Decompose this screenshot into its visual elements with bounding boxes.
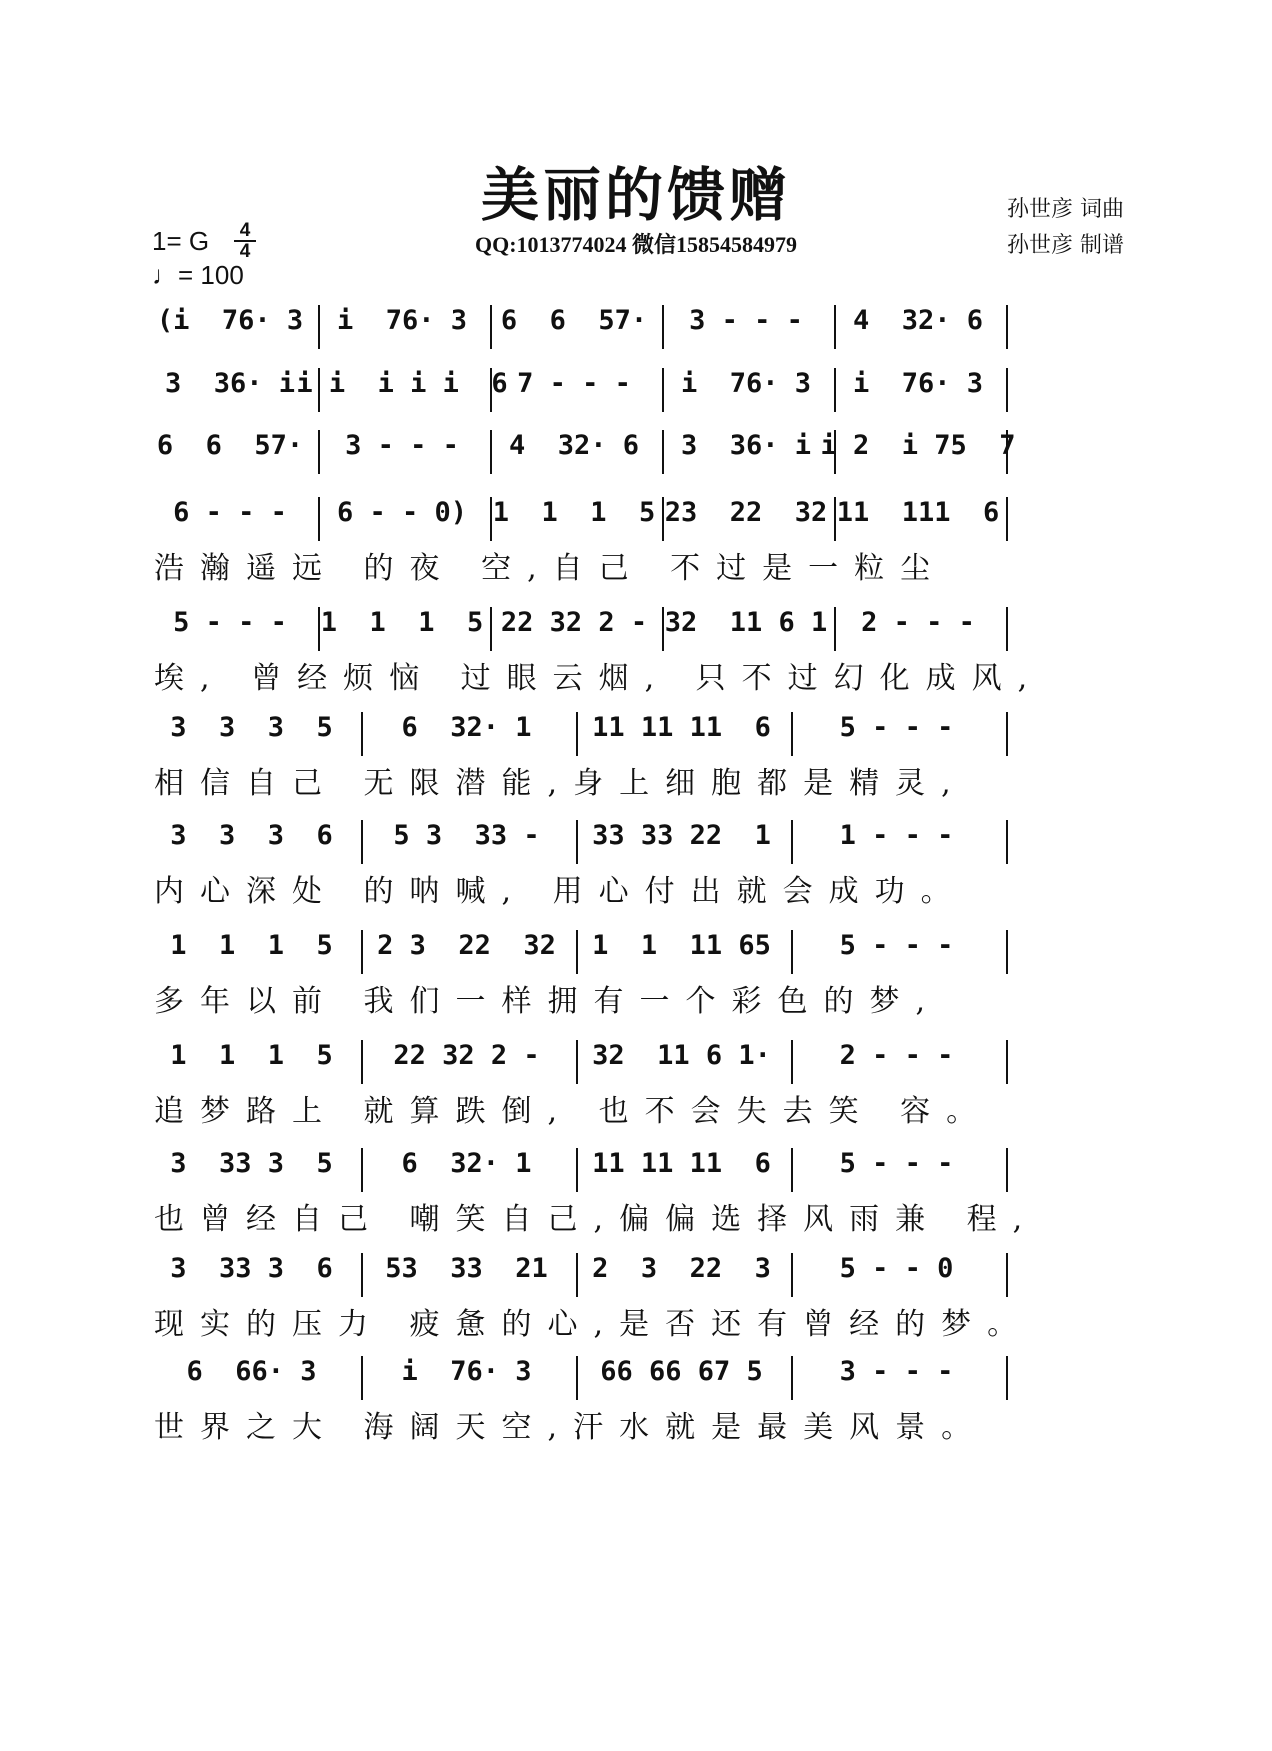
notation-line (0, 930, 980, 978)
lyric-line: 多年以前 我们一样拥有一个彩色的梦, (154, 984, 942, 1019)
lyric-line: 现实的压力 疲惫的心,是否还有曾经的梦。 (154, 1307, 1034, 1342)
measure: 6 66· 3 (186, 1356, 317, 1387)
measure: 3 36· i (680, 430, 812, 461)
notation-line (0, 820, 980, 868)
song-title: 美丽的馈赠 (480, 161, 791, 229)
barline (1006, 930, 1008, 974)
measure: 2 - - - (861, 607, 975, 638)
measure: 1 1 1 5 (492, 497, 656, 528)
notation-line (0, 1040, 980, 1088)
barline (1006, 1253, 1008, 1297)
lyric-line: 追梦路上 就算跌倒, 也不会失去笑 容。 (154, 1094, 993, 1129)
barline (1006, 607, 1008, 651)
measure: 1 1 11 65 (592, 930, 771, 961)
measure: 4 32· 6 (508, 430, 640, 461)
lyric-line: 世界之大 海阔天空,汗水就是最美风景。 (154, 1410, 988, 1445)
measure: i 76· 3 (680, 368, 812, 399)
notation-line (0, 305, 984, 353)
measure: 1 1 1 5 (170, 930, 333, 961)
measure: 6 6 57· (156, 430, 304, 461)
measure: 2 3 22 3 (592, 1253, 771, 1284)
measure: i 76· 3 (852, 368, 984, 399)
tempo-marking: ♩= 100 (152, 260, 244, 290)
measure: 32 11 6 1 (664, 607, 828, 638)
notation-line (0, 430, 1016, 478)
measure: 6 - - 0) (336, 497, 468, 528)
measure: i 76· 3 (336, 305, 468, 336)
measure: 1 1 1 5 (170, 1040, 333, 1071)
lyric-line: 内心深处 的呐喊, 用心付出就会成功。 (154, 874, 967, 909)
measure: i 2 i 75 7 (820, 430, 1016, 461)
measure: 1 - - - (839, 820, 954, 851)
measure: (i 76· 3 (156, 305, 304, 336)
measure: 5 - - 0 (839, 1253, 954, 1284)
barline (1006, 497, 1008, 541)
measure: 7 - - - (517, 368, 631, 399)
measure: 5 - - - (839, 1148, 954, 1179)
barline (1006, 820, 1008, 864)
lyric-line: 也曾经自己 嘲笑自己,偏偏选择风雨兼 程, (154, 1202, 1039, 1237)
contact-line: QQ:1013774024 微信15854584979 (474, 232, 798, 257)
barline (1006, 1148, 1008, 1192)
notation-line (0, 497, 1000, 545)
measure: 6 - - - (173, 497, 287, 528)
notation-line (0, 1356, 980, 1404)
measure: 3 - - - (839, 1356, 954, 1387)
measure: 1 1 1 5 (320, 607, 484, 638)
lyric-line: 相信自己 无限潜能,身上细胞都是精灵, (154, 766, 967, 801)
barline (1006, 712, 1008, 756)
measure: 22 32 2 - (393, 1040, 540, 1071)
notation-line (0, 712, 980, 760)
barline (1006, 305, 1008, 349)
measure: 3 - - - (345, 430, 459, 461)
measure: 3 - - - (689, 305, 803, 336)
measure: 23 22 32 (664, 497, 828, 528)
measure: 6 6 57· (500, 305, 648, 336)
measure: i 76· 3 (401, 1356, 532, 1387)
measure: 5 - - - (839, 712, 954, 743)
measure: 4 32· 6 (852, 305, 984, 336)
lyric-line: 浩瀚遥远 的夜 空,自己 不过是一粒尘 (154, 551, 947, 586)
measure: 32 11 6 1· (592, 1040, 771, 1071)
notation-line (0, 1148, 980, 1196)
notation-line (0, 607, 980, 655)
time-signature-top: 4 (239, 220, 251, 241)
measure: 6 32· 1 (401, 1148, 532, 1179)
measure: 5 - - - (173, 607, 287, 638)
key-signature: 1= G (152, 226, 210, 256)
measure: 33 33 22 1 (592, 820, 771, 851)
measure: 3 33 3 5 (170, 1148, 333, 1179)
measure: 11 111 6 (836, 497, 1000, 528)
measure: 3 36· i (164, 368, 296, 399)
barline (1006, 1356, 1008, 1400)
credit-lyrics-music: 孙世彦 词曲 (1007, 197, 1124, 222)
measure: 5 3 33 - (393, 820, 540, 851)
credit-notation: 孙世彦 制谱 (1007, 233, 1124, 258)
measure: i i i i i 6 (296, 368, 508, 399)
measure: 11 11 11 6 (592, 1148, 771, 1179)
measure: 11 11 11 6 (592, 712, 771, 743)
time-signature (234, 222, 256, 260)
measure: 3 3 3 5 (170, 712, 333, 743)
measure: 3 3 3 6 (170, 820, 333, 851)
measure: 2 - - - (839, 1040, 954, 1071)
measure: 6 32· 1 (401, 712, 532, 743)
measure: 2 3 22 32 (377, 930, 556, 961)
barline (1006, 368, 1008, 412)
lyric-line: 埃, 曾经烦恼 过眼云烟, 只不过幻化成风, (154, 661, 1044, 696)
time-signature-bottom: 4 (239, 241, 251, 262)
notation-line (0, 1253, 980, 1301)
measure: 3 33 3 6 (170, 1253, 333, 1284)
measure: 53 33 21 (385, 1253, 548, 1284)
measure: 22 32 2 - (500, 607, 648, 638)
measure: 66 66 67 5 (600, 1356, 763, 1387)
barline (1006, 1040, 1008, 1084)
measure: 5 - - - (839, 930, 954, 961)
notation-line (0, 368, 984, 416)
